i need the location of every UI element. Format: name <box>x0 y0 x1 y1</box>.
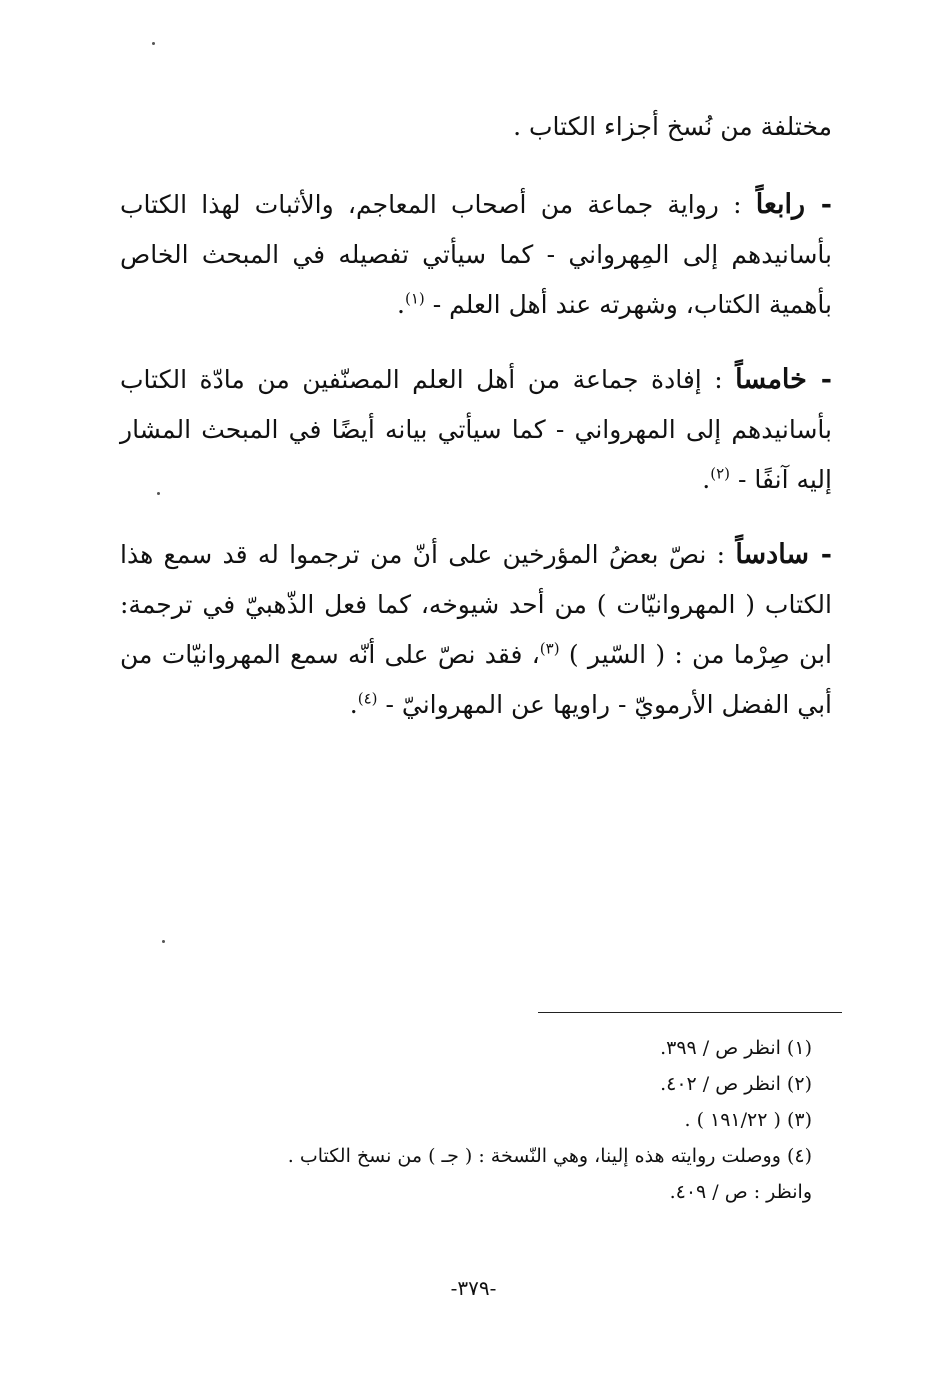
paragraph-fourth <box>120 180 832 330</box>
paragraph-fifth <box>120 355 832 505</box>
paragraph-sixth-end: . <box>349 690 358 719</box>
paragraph-fourth-text: : رواية جماعة من أصحاب المعاجم، والأثبات لهذا الكتاب بأسانيدهم إلى المِهرواني - كما سيأتي تفصيله في المبحث الخاص بأهمية الكتاب، وشهرته عند أهل العلم - <box>120 190 832 319</box>
paragraph-fourth-heading: - رابعاً <box>755 189 832 220</box>
footnote-2: (٢) انظر ص / ٤٠٢. <box>660 1073 812 1095</box>
paragraph-sixth-text-a: : نصّ بعضُ المؤرخين على أنّ من ترجموا له قد سمع هذا الكتاب ( المهروانيّات ) من أحد شيوخه، كما فعل الذّهبيّ في ترجمة: ابن صِرْما من : ( السّير ) <box>120 540 832 669</box>
scan-speck <box>152 42 155 45</box>
paragraph-sixth-text-b: ، فقد نصّ على أنّه سمع المهروانيّات من أبي الفضل الأرمويّ - راويها عن المهروانيّ - <box>120 640 832 719</box>
paragraph-sixth-heading: - سادساً <box>735 539 832 570</box>
footnote-ref-2: (٢) <box>710 464 731 483</box>
scan-speck <box>157 492 160 495</box>
footnote-1: (١) انظر ص / ٣٩٩. <box>660 1037 812 1059</box>
intro-paragraph <box>120 102 832 152</box>
footnotes-section <box>140 1030 812 1210</box>
page-number: -٣٧٩- <box>450 1276 497 1300</box>
paragraph-fifth-heading: - خامساً <box>735 364 832 395</box>
footnote-3: (٣) ( ١٩١/٢٢ ) . <box>684 1109 812 1131</box>
footnote-separator <box>538 1012 842 1013</box>
intro-text: مختلفة من نُسخ أجزاء الكتاب . <box>513 112 832 141</box>
footnote-4-line-1: (٤) ووصلت روايته هذه إلينا، وهي النّسخة : ( جـ ) من نسخ الكتاب . <box>287 1145 812 1167</box>
paragraph-fourth-end: . <box>397 290 405 319</box>
paragraph-fifth-end: . <box>702 465 711 494</box>
footnote-ref-4: (٤) <box>357 689 378 708</box>
footnote-ref-1: (١) <box>404 289 425 308</box>
scan-speck <box>162 940 165 943</box>
footnote-ref-3: (٣) <box>539 639 560 658</box>
paragraph-fifth-text: : إفادة جماعة من أهل العلم المصنّفين من مادّة الكتاب بأسانيدهم إلى المهرواني - كما سيأتي بيانه أيضًا في المبحث المشار إليه آنفًا - <box>120 365 832 494</box>
footnote-4-line-2: وانظر : ص / ٤٠٩. <box>669 1181 812 1203</box>
paragraph-sixth <box>120 530 832 730</box>
